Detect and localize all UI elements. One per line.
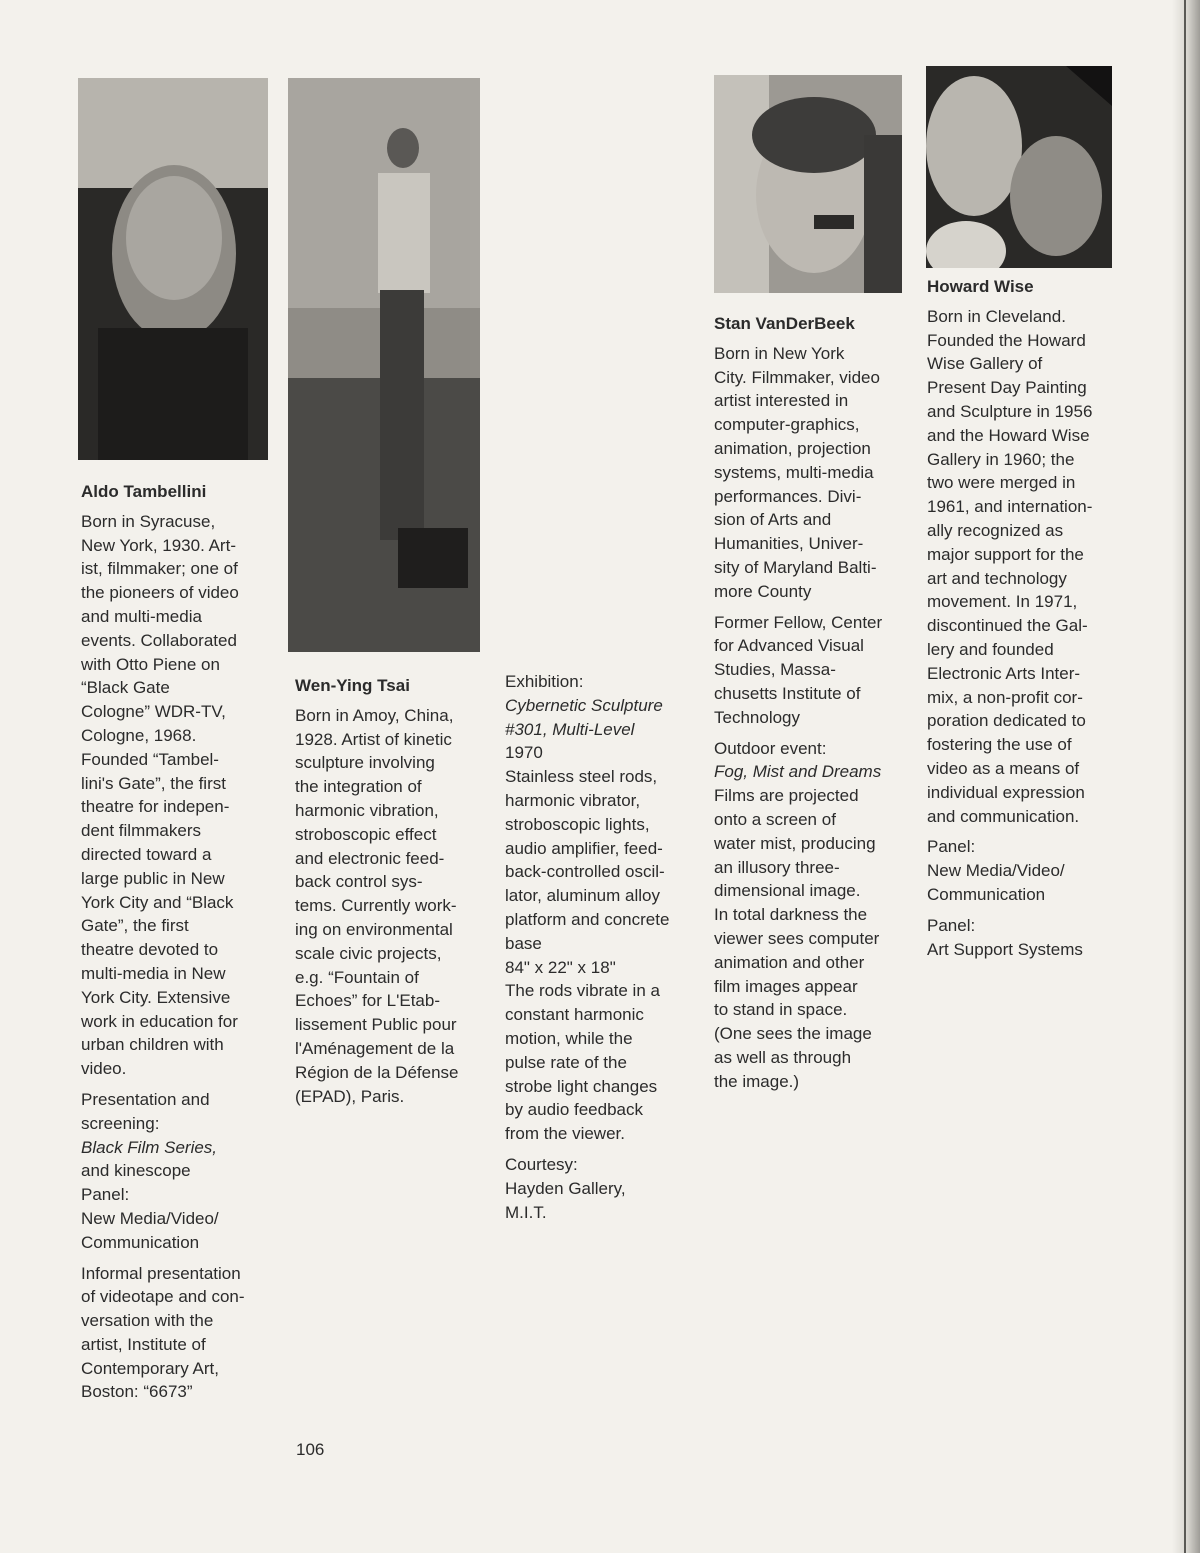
artist-name: Aldo Tambellini (81, 482, 207, 501)
presentation-label: Presentation and screening: (81, 1089, 210, 1133)
former-fellow: Former Fellow, Center for Advanced Visual Studies, Massa- chusetts Institute of Technology (714, 612, 883, 727)
double-portrait-photo-icon (926, 66, 1112, 268)
artist-name: Wen-Ying Tsai (295, 676, 410, 695)
artist-bio: Born in New York City. Filmmaker, video artist interested in computer-graphics, animation, projection systems, multi-media performances. Divi- sion of Arts and Humanities, Univer- sity of Maryland Balti- more County (714, 343, 880, 601)
panel-label: Panel: (81, 1185, 130, 1205)
exhibition-description: The rods vibrate in a constant harmonic motion, while the pulse rate of the strobe light changes by audio feedback from the viewer. (505, 981, 660, 1144)
howard-wise-column (927, 275, 1127, 968)
wen-ying-tsai-photo (288, 78, 480, 652)
howard-wise-photo (926, 66, 1112, 268)
panel-label: Panel: (927, 837, 976, 857)
artist-bio: Born in Amoy, China, 1928. Artist of kinetic sculpture involving the integration of harmonic vibration, stroboscopic effect and electronic feed- back control sys- tems. Currently work- ing on environmental scale civic projects, e.g. “Fountain of Echoes” for L'Etab- lissement Public pour l'Aménagement de la Région de la Défense (EPAD), Paris. (295, 705, 459, 1106)
presentation-extra: and kinescope (81, 1161, 191, 1181)
page-number: 106 (296, 1440, 325, 1459)
exhibition-materials: Stainless steel rods, harmonic vibrator, stroboscopic lights, audio amplifier, feed- back-controlled oscil- lator, aluminum alloy platform and concrete base (505, 767, 670, 953)
artist-name: Stan VanDerBeek (714, 314, 855, 333)
panel-value: New Media/Video/ Communication (927, 861, 1065, 904)
aldo-tambellini-photo (78, 78, 268, 460)
panel-value: Art Support Systems (927, 939, 1083, 959)
artist-name: Howard Wise (927, 277, 1034, 296)
exhibition-dimensions: 84" x 22" x 18" (505, 957, 616, 977)
aldo-tambellini-column (81, 480, 281, 1411)
exhibition-column (505, 670, 705, 1231)
panel-label: Panel: (927, 915, 976, 935)
page-edge-line (1184, 0, 1186, 1553)
artist-bio: Born in Cleveland. Founded the Howard Wise Gallery of Present Day Painting and Sculpture in 1956 and the Howard Wise Gallery in 1960; the two were merged in 1961, and internation- ally recognized as major support for the art and technology movement. In 1971, discontinued the Gal- lery and founded Electronic Arts Inter- mix, a non-profit cor- poration dedicated to fostering the use of video as a means of individual expression and communication. (927, 306, 1093, 826)
portrait-photo-icon (714, 75, 902, 293)
event-description: Films are projected onto a screen of water mist, producing an illusory three- dimensional image. In total darkness the viewer sees computer animation and other film images appear to stand in space. (One sees the image as well as through the image.) (714, 786, 880, 1091)
panel-value: New Media/Video/ Communication (81, 1208, 219, 1252)
courtesy-value: Hayden Gallery, M.I.T. (505, 1178, 626, 1222)
stan-vanderbeek-photo (714, 75, 902, 293)
event-label: Outdoor event: (714, 738, 827, 758)
artist-bio: Born in Syracuse, New York, 1930. Art- ist, filmmaker; one of the pioneers of video and multi-media events. Collaborated with Otto Piene on “Black Gate Cologne” WDR-TV, Cologne, 1968. Founded “Tambel- lini's Gate”, the first theatre for indepen- dent filmmakers directed toward a large public in New York City and “Black Gate”, the first theatre devoted to multi-media in New York City. Extensive work in education for urban children with video. (81, 511, 239, 1079)
stan-vanderbeek-column (714, 312, 914, 1101)
courtesy-label: Courtesy: (505, 1154, 578, 1174)
presentation-title: Black Film Series, (81, 1137, 218, 1157)
exhibition-year: 1970 (505, 743, 543, 763)
full-figure-photo-icon (288, 78, 480, 652)
exhibition-label: Exhibition: (505, 672, 584, 691)
page-edge-shadow (1172, 0, 1200, 1553)
portrait-photo-icon (78, 78, 268, 460)
exhibition-title: Cybernetic Sculpture #301, Multi-Level (505, 695, 663, 739)
informal-presentation: Informal presentation of videotape and con- versation with the artist, Institute of Contemporary Art, Boston: “6673” (81, 1263, 245, 1402)
event-title: Fog, Mist and Dreams (714, 762, 882, 782)
wen-ying-tsai-column (295, 674, 490, 1115)
